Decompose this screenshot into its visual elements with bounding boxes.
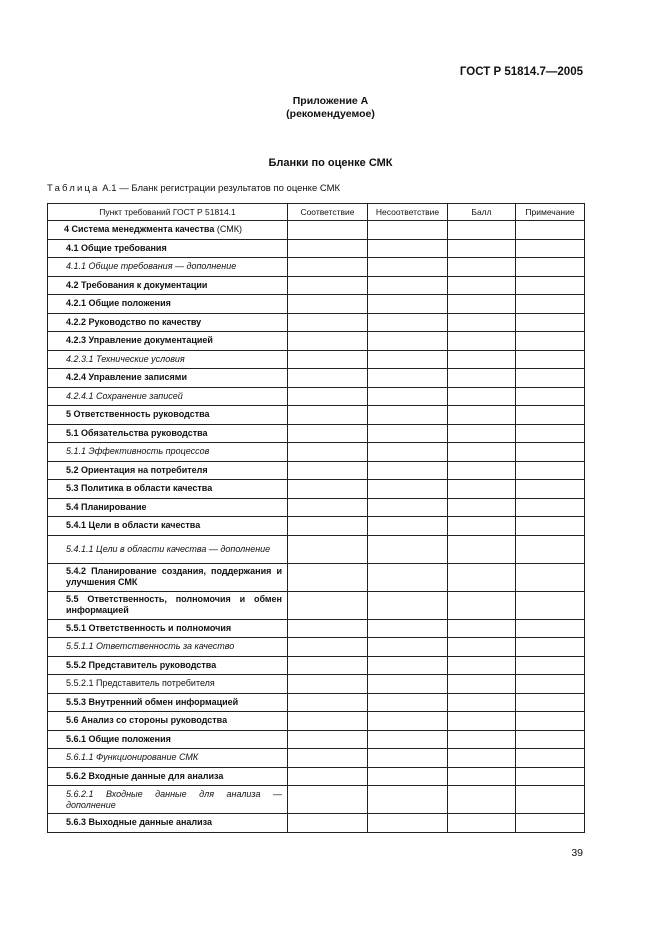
column-header-requirement: Пункт требований ГОСТ Р 51814.1	[48, 204, 288, 221]
nonconformity-cell[interactable]	[368, 656, 448, 675]
nonconformity-cell[interactable]	[368, 295, 448, 314]
table-row	[48, 563, 585, 591]
nonconformity-cell[interactable]	[368, 461, 448, 480]
requirement-text: 4 Система менеджмента качества	[64, 224, 215, 235]
conformity-cell[interactable]	[288, 350, 368, 369]
nonconformity-cell[interactable]	[368, 276, 448, 295]
requirement-cell	[48, 480, 288, 499]
requirement-text: 5.5 Ответственность, полномочия и обмен информацией	[66, 594, 282, 615]
note-cell[interactable]	[516, 424, 585, 443]
score-cell[interactable]	[448, 730, 516, 749]
table-row	[48, 638, 585, 657]
requirement-text: 4.1.1 Общие требования — дополнение	[66, 261, 237, 272]
requirement-cell	[48, 749, 288, 768]
requirement-cell	[48, 619, 288, 638]
conformity-cell[interactable]	[288, 693, 368, 712]
requirement-cell	[48, 730, 288, 749]
score-cell[interactable]	[448, 814, 516, 833]
requirement-cell	[48, 656, 288, 675]
nonconformity-cell[interactable]	[368, 498, 448, 517]
table-caption	[47, 183, 340, 194]
score-cell[interactable]	[448, 619, 516, 638]
conformity-cell[interactable]	[288, 786, 368, 814]
table-row	[48, 295, 585, 314]
requirement-text: 5.3 Политика в области качества	[66, 483, 213, 494]
conformity-cell[interactable]	[288, 221, 368, 240]
score-cell[interactable]	[448, 638, 516, 657]
table-caption-label: Таблица	[47, 183, 100, 194]
table-row	[48, 387, 585, 406]
score-cell[interactable]	[448, 591, 516, 619]
requirement-text: 5.5.1.1 Ответственность за качество	[66, 641, 235, 652]
table-row	[48, 517, 585, 536]
nonconformity-cell[interactable]	[368, 258, 448, 277]
page-number: 39	[571, 847, 583, 859]
conformity-cell[interactable]	[288, 480, 368, 499]
note-cell[interactable]	[516, 814, 585, 833]
requirement-text: 5.6.1 Общие положения	[66, 733, 171, 744]
requirement-cell	[48, 443, 288, 462]
nonconformity-cell[interactable]	[368, 332, 448, 351]
nonconformity-cell[interactable]	[368, 239, 448, 258]
score-cell[interactable]	[448, 239, 516, 258]
note-cell[interactable]	[516, 638, 585, 657]
score-cell[interactable]	[448, 563, 516, 591]
table-header-row	[48, 204, 585, 221]
requirement-cell	[48, 498, 288, 517]
score-cell[interactable]	[448, 712, 516, 731]
requirement-cell	[48, 517, 288, 536]
note-cell[interactable]	[516, 498, 585, 517]
table-row	[48, 675, 585, 694]
table-row	[48, 767, 585, 786]
requirement-text: 5.2 Ориентация на потребителя	[66, 464, 208, 475]
nonconformity-cell[interactable]	[368, 675, 448, 694]
score-cell[interactable]	[448, 276, 516, 295]
requirement-cell	[48, 350, 288, 369]
note-cell[interactable]	[516, 517, 585, 536]
note-cell[interactable]	[516, 656, 585, 675]
conformity-cell[interactable]	[288, 535, 368, 563]
table-row	[48, 443, 585, 462]
nonconformity-cell[interactable]	[368, 443, 448, 462]
nonconformity-cell[interactable]	[368, 619, 448, 638]
score-cell[interactable]	[448, 517, 516, 536]
note-cell[interactable]	[516, 276, 585, 295]
requirement-cell	[48, 387, 288, 406]
requirement-text: 5 Ответственность руководства	[66, 409, 210, 420]
table-row	[48, 619, 585, 638]
score-cell[interactable]	[448, 461, 516, 480]
note-cell[interactable]	[516, 480, 585, 499]
table-row	[48, 221, 585, 240]
nonconformity-cell[interactable]	[368, 387, 448, 406]
table-row	[48, 461, 585, 480]
table-row	[48, 313, 585, 332]
conformity-cell[interactable]	[288, 369, 368, 388]
requirement-cell	[48, 638, 288, 657]
requirement-text: 5.5.2.1 Представитель потребителя	[66, 678, 215, 689]
requirement-text: 5.4.1 Цели в области качества	[66, 520, 201, 531]
requirement-text: 5.6.2 Входные данные для анализа	[66, 770, 224, 781]
conformity-cell[interactable]	[288, 749, 368, 768]
nonconformity-cell[interactable]	[368, 313, 448, 332]
note-cell[interactable]	[516, 712, 585, 731]
score-cell[interactable]	[448, 656, 516, 675]
note-cell[interactable]	[516, 239, 585, 258]
nonconformity-cell[interactable]	[368, 535, 448, 563]
requirement-text: 5.6 Анализ со стороны руководства	[66, 715, 228, 726]
note-cell[interactable]	[516, 461, 585, 480]
requirement-cell	[48, 221, 288, 240]
requirement-cell	[48, 239, 288, 258]
column-header-conformity: Соответствие	[288, 204, 368, 221]
requirement-cell	[48, 424, 288, 443]
requirement-text: 4.1 Общие требования	[66, 242, 167, 253]
requirement-cell	[48, 295, 288, 314]
conformity-cell[interactable]	[288, 332, 368, 351]
note-cell[interactable]	[516, 693, 585, 712]
requirement-suffix: (СМК)	[214, 224, 242, 235]
requirement-cell	[48, 675, 288, 694]
nonconformity-cell[interactable]	[368, 369, 448, 388]
conformity-cell[interactable]	[288, 767, 368, 786]
table-row	[48, 239, 585, 258]
requirement-cell	[48, 693, 288, 712]
score-cell[interactable]	[448, 313, 516, 332]
nonconformity-cell[interactable]	[368, 638, 448, 657]
conformity-cell[interactable]	[288, 638, 368, 657]
nonconformity-cell[interactable]	[368, 786, 448, 814]
conformity-cell[interactable]	[288, 814, 368, 833]
nonconformity-cell[interactable]	[368, 730, 448, 749]
column-header-note: Примечание	[516, 204, 585, 221]
requirement-cell	[48, 591, 288, 619]
table-caption-text: А.1 — Бланк регистрации результатов по оценке СМК	[99, 183, 341, 194]
column-header-nonconformity: Несоответствие	[368, 204, 448, 221]
requirement-text: 5.5.3 Внутренний обмен информацией	[66, 696, 239, 707]
table-row	[48, 406, 585, 425]
nonconformity-cell[interactable]	[368, 749, 448, 768]
note-cell[interactable]	[516, 675, 585, 694]
requirement-text: 5.5.2 Представитель руководства	[66, 659, 217, 670]
note-cell[interactable]	[516, 350, 585, 369]
table-row	[48, 498, 585, 517]
table-row	[48, 480, 585, 499]
note-cell[interactable]	[516, 369, 585, 388]
nonconformity-cell[interactable]	[368, 814, 448, 833]
note-cell[interactable]	[516, 563, 585, 591]
requirement-text: 5.6.1.1 Функционирование СМК	[66, 752, 199, 763]
note-cell[interactable]	[516, 535, 585, 563]
requirement-cell	[48, 814, 288, 833]
note-cell[interactable]	[516, 767, 585, 786]
nonconformity-cell[interactable]	[368, 563, 448, 591]
table-row	[48, 786, 585, 814]
nonconformity-cell[interactable]	[368, 424, 448, 443]
requirement-text: 4.2 Требования к документации	[66, 279, 208, 290]
score-cell[interactable]	[448, 498, 516, 517]
requirement-text: 5.1 Обязательства руководства	[66, 427, 208, 438]
requirement-text: 4.2.3.1 Технические условия	[66, 353, 185, 364]
table-row	[48, 258, 585, 277]
score-cell[interactable]	[448, 535, 516, 563]
nonconformity-cell[interactable]	[368, 712, 448, 731]
conformity-cell[interactable]	[288, 675, 368, 694]
conformity-cell[interactable]	[288, 258, 368, 277]
nonconformity-cell[interactable]	[368, 350, 448, 369]
table-row	[48, 749, 585, 768]
requirement-cell	[48, 406, 288, 425]
requirement-cell	[48, 332, 288, 351]
nonconformity-cell[interactable]	[368, 221, 448, 240]
requirement-cell	[48, 563, 288, 591]
note-cell[interactable]	[516, 619, 585, 638]
score-cell[interactable]	[448, 786, 516, 814]
requirement-text: 5.4.2 Планирование создания, поддержания и улучшения СМК	[66, 566, 282, 587]
assessment-table	[47, 203, 585, 833]
note-cell[interactable]	[516, 387, 585, 406]
conformity-cell[interactable]	[288, 712, 368, 731]
score-cell[interactable]	[448, 258, 516, 277]
score-cell[interactable]	[448, 369, 516, 388]
requirement-cell	[48, 313, 288, 332]
score-cell[interactable]	[448, 387, 516, 406]
requirement-cell	[48, 712, 288, 731]
requirement-text: 4.2.1 Общие положения	[66, 298, 171, 309]
standard-designation: ГОСТ Р 51814.7—2005	[459, 66, 583, 78]
nonconformity-cell[interactable]	[368, 517, 448, 536]
nonconformity-cell[interactable]	[368, 406, 448, 425]
note-cell[interactable]	[516, 406, 585, 425]
table-row	[48, 712, 585, 731]
requirement-text: 4.2.2 Руководство по качеству	[66, 316, 202, 327]
appendix-heading	[0, 95, 661, 121]
requirement-text: 5.4.1.1 Цели в области качества — дополнение	[66, 543, 271, 554]
requirement-cell	[48, 786, 288, 814]
nonconformity-cell[interactable]	[368, 693, 448, 712]
table-row	[48, 535, 585, 563]
score-cell[interactable]	[448, 424, 516, 443]
note-cell[interactable]	[516, 258, 585, 277]
score-cell[interactable]	[448, 675, 516, 694]
nonconformity-cell[interactable]	[368, 480, 448, 499]
score-cell[interactable]	[448, 406, 516, 425]
conformity-cell[interactable]	[288, 276, 368, 295]
note-cell[interactable]	[516, 443, 585, 462]
conformity-cell[interactable]	[288, 656, 368, 675]
requirement-text: 5.4 Планирование	[66, 501, 147, 512]
note-cell[interactable]	[516, 786, 585, 814]
requirement-text: 4.2.3 Управление документацией	[66, 335, 213, 346]
table-row	[48, 350, 585, 369]
appendix-status: (рекомендуемое)	[286, 108, 375, 120]
note-cell[interactable]	[516, 591, 585, 619]
requirement-text: 5.1.1 Эффективность процессов	[66, 446, 210, 457]
requirement-cell	[48, 369, 288, 388]
table-row	[48, 814, 585, 833]
score-cell[interactable]	[448, 221, 516, 240]
conformity-cell[interactable]	[288, 313, 368, 332]
requirement-cell	[48, 767, 288, 786]
conformity-cell[interactable]	[288, 443, 368, 462]
note-cell[interactable]	[516, 749, 585, 768]
conformity-cell[interactable]	[288, 295, 368, 314]
score-cell[interactable]	[448, 332, 516, 351]
conformity-cell[interactable]	[288, 498, 368, 517]
note-cell[interactable]	[516, 221, 585, 240]
nonconformity-cell[interactable]	[368, 767, 448, 786]
requirement-text: 5.6.3 Выходные данные анализа	[66, 817, 213, 828]
score-cell[interactable]	[448, 443, 516, 462]
table-row	[48, 332, 585, 351]
conformity-cell[interactable]	[288, 239, 368, 258]
table-row	[48, 693, 585, 712]
table-row	[48, 656, 585, 675]
conformity-cell[interactable]	[288, 461, 368, 480]
table-row	[48, 276, 585, 295]
score-cell[interactable]	[448, 767, 516, 786]
section-title: Бланки по оценке СМК	[268, 157, 393, 169]
table-row	[48, 424, 585, 443]
requirement-cell	[48, 276, 288, 295]
conformity-cell[interactable]	[288, 563, 368, 591]
conformity-cell[interactable]	[288, 591, 368, 619]
column-header-score: Балл	[448, 204, 516, 221]
table-row	[48, 369, 585, 388]
requirement-cell	[48, 535, 288, 563]
conformity-cell[interactable]	[288, 517, 368, 536]
requirement-text: 4.2.4 Управление записями	[66, 372, 187, 383]
note-cell[interactable]	[516, 295, 585, 314]
table-row	[48, 730, 585, 749]
score-cell[interactable]	[448, 749, 516, 768]
table-body	[48, 221, 585, 833]
score-cell[interactable]	[448, 350, 516, 369]
requirement-text: 4.2.4.1 Сохранение записей	[66, 390, 183, 401]
appendix-title: Приложение А	[292, 95, 369, 107]
requirement-text: 5.6.2.1 Входные данные для анализа — дополнение	[66, 788, 282, 810]
requirement-text: 5.5.1 Ответственность и полномочия	[66, 622, 232, 633]
requirement-cell	[48, 461, 288, 480]
nonconformity-cell[interactable]	[368, 591, 448, 619]
conformity-cell[interactable]	[288, 619, 368, 638]
conformity-cell[interactable]	[288, 730, 368, 749]
conformity-cell[interactable]	[288, 424, 368, 443]
requirement-cell	[48, 258, 288, 277]
note-cell[interactable]	[516, 332, 585, 351]
score-cell[interactable]	[448, 693, 516, 712]
conformity-cell[interactable]	[288, 406, 368, 425]
conformity-cell[interactable]	[288, 387, 368, 406]
note-cell[interactable]	[516, 730, 585, 749]
table-row	[48, 591, 585, 619]
score-cell[interactable]	[448, 480, 516, 499]
score-cell[interactable]	[448, 295, 516, 314]
note-cell[interactable]	[516, 313, 585, 332]
